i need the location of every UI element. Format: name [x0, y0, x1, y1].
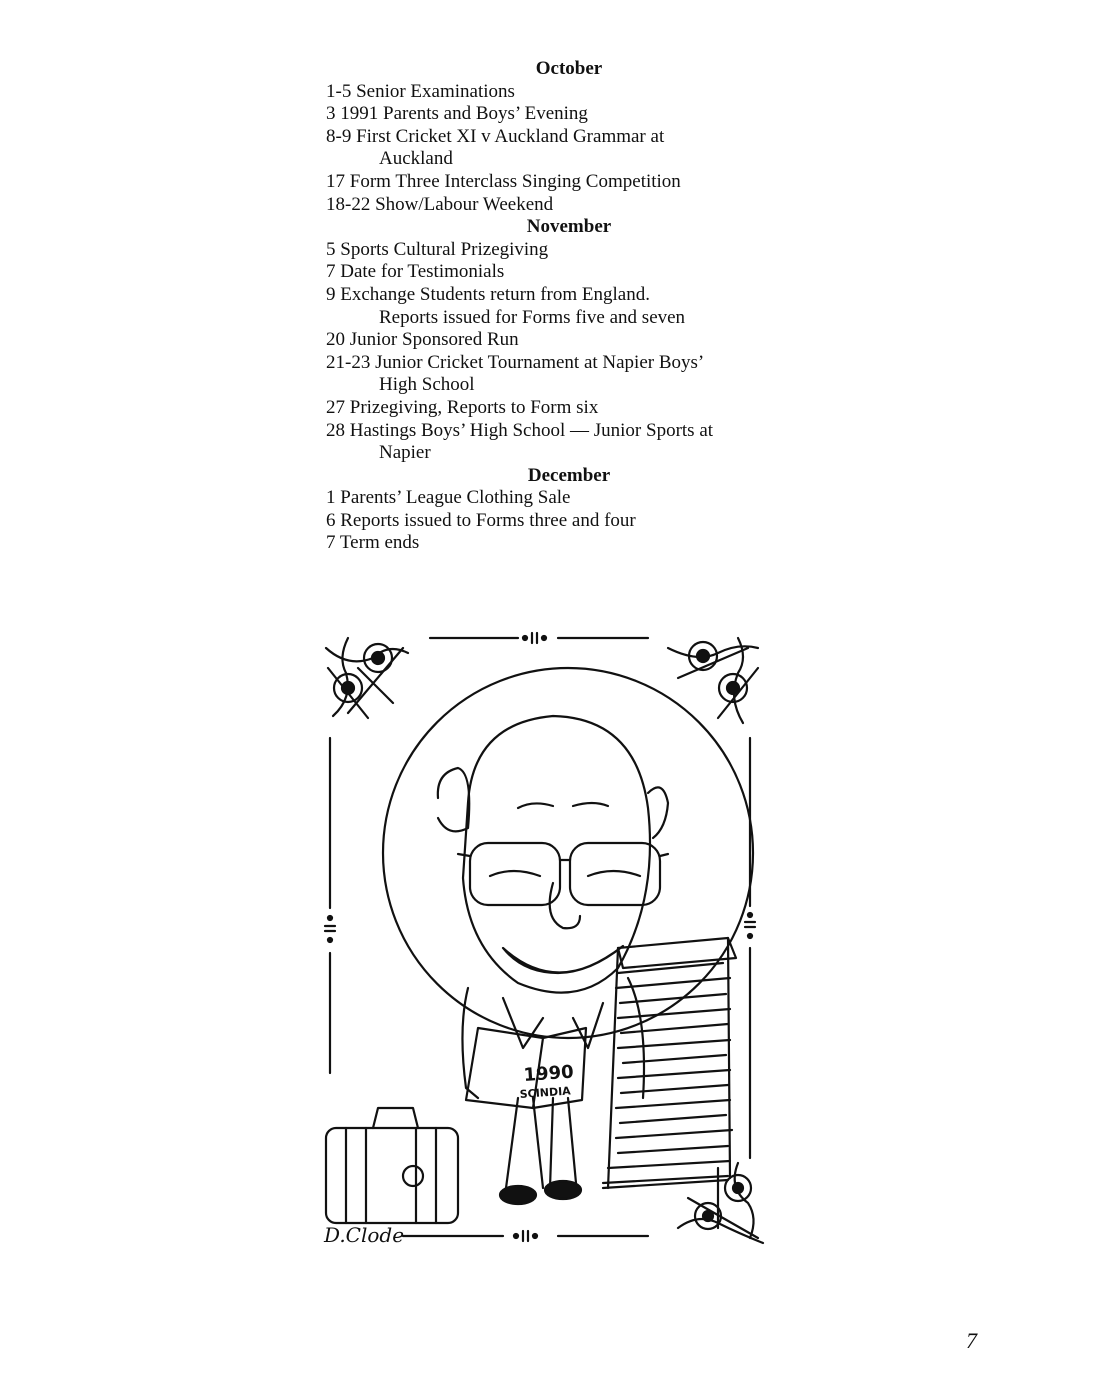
- december-entries: [326, 487, 786, 555]
- calendar-entry: 17 Form Three Interclass Singing Competition: [326, 170, 681, 192]
- artist-signature: D.Clode: [324, 1223, 405, 1247]
- yearbook-title-text: SCINDIA: [519, 1084, 572, 1101]
- calendar-entry: 7 Date for Testimonials: [326, 261, 505, 283]
- calendar-entry: 5 Sports Cultural Prizegiving: [326, 238, 549, 260]
- page-number: 7: [966, 1328, 977, 1353]
- calendar-entry: 8-9 First Cricket XI v Auckland Grammar at: [326, 125, 665, 147]
- smile: [503, 946, 623, 973]
- calendar-entry-continuation: Auckland: [379, 148, 453, 170]
- corner-ornament-top-right: [668, 638, 758, 723]
- caricature-drawing: [318, 628, 773, 1250]
- caricature-illustration: [318, 628, 773, 1250]
- calendar-entry: 21-23 Junior Cricket Tournament at Napier Boys’: [326, 351, 705, 373]
- october-entries: [326, 81, 786, 217]
- calendar-entry: 1-5 Senior Examinations: [326, 80, 515, 102]
- calendar-entry: 1 Parents’ League Clothing Sale: [326, 487, 571, 509]
- calendar-entry: 20 Junior Sponsored Run: [326, 329, 519, 351]
- calendar-entry: 18-22 Show/Labour Weekend: [326, 193, 554, 215]
- calendar-entry: 27 Prizegiving, Reports to Form six: [326, 396, 599, 418]
- month-heading-october: October: [535, 58, 603, 79]
- calendar-entry-continuation: High School: [379, 374, 475, 396]
- frame-top-rule: [430, 633, 648, 643]
- halo-circle: [383, 668, 753, 1038]
- yearbook-year-text: 1990: [522, 1061, 575, 1086]
- corner-ornament-top-left: [326, 638, 408, 718]
- november-entries: [326, 239, 786, 465]
- nose: [550, 883, 580, 928]
- suitcase: [326, 1108, 458, 1223]
- frame-left-rule: [325, 738, 335, 1073]
- calendar-entry-continuation: Reports issued for Forms five and seven: [379, 306, 686, 328]
- frame-bottom-rule: [403, 1231, 648, 1241]
- glasses: [458, 843, 668, 905]
- calendar-entry: 6 Reports issued to Forms three and four: [326, 509, 636, 531]
- calendar-entry: 3 1991 Parents and Boys’ Evening: [326, 103, 588, 125]
- school-calendar: [326, 58, 786, 555]
- month-heading-november: November: [526, 216, 612, 238]
- month-heading-december: December: [527, 464, 611, 486]
- book-stack: [603, 938, 736, 1188]
- calendar-entry-continuation: Napier: [379, 442, 431, 464]
- calendar-entry: 9 Exchange Students return from England.: [326, 283, 650, 305]
- calendar-entry: 28 Hastings Boys’ High School — Junior Sports at: [326, 419, 714, 441]
- calendar-entry: 7 Term ends: [326, 532, 420, 554]
- corner-ornament-bottom-right: [678, 1163, 763, 1243]
